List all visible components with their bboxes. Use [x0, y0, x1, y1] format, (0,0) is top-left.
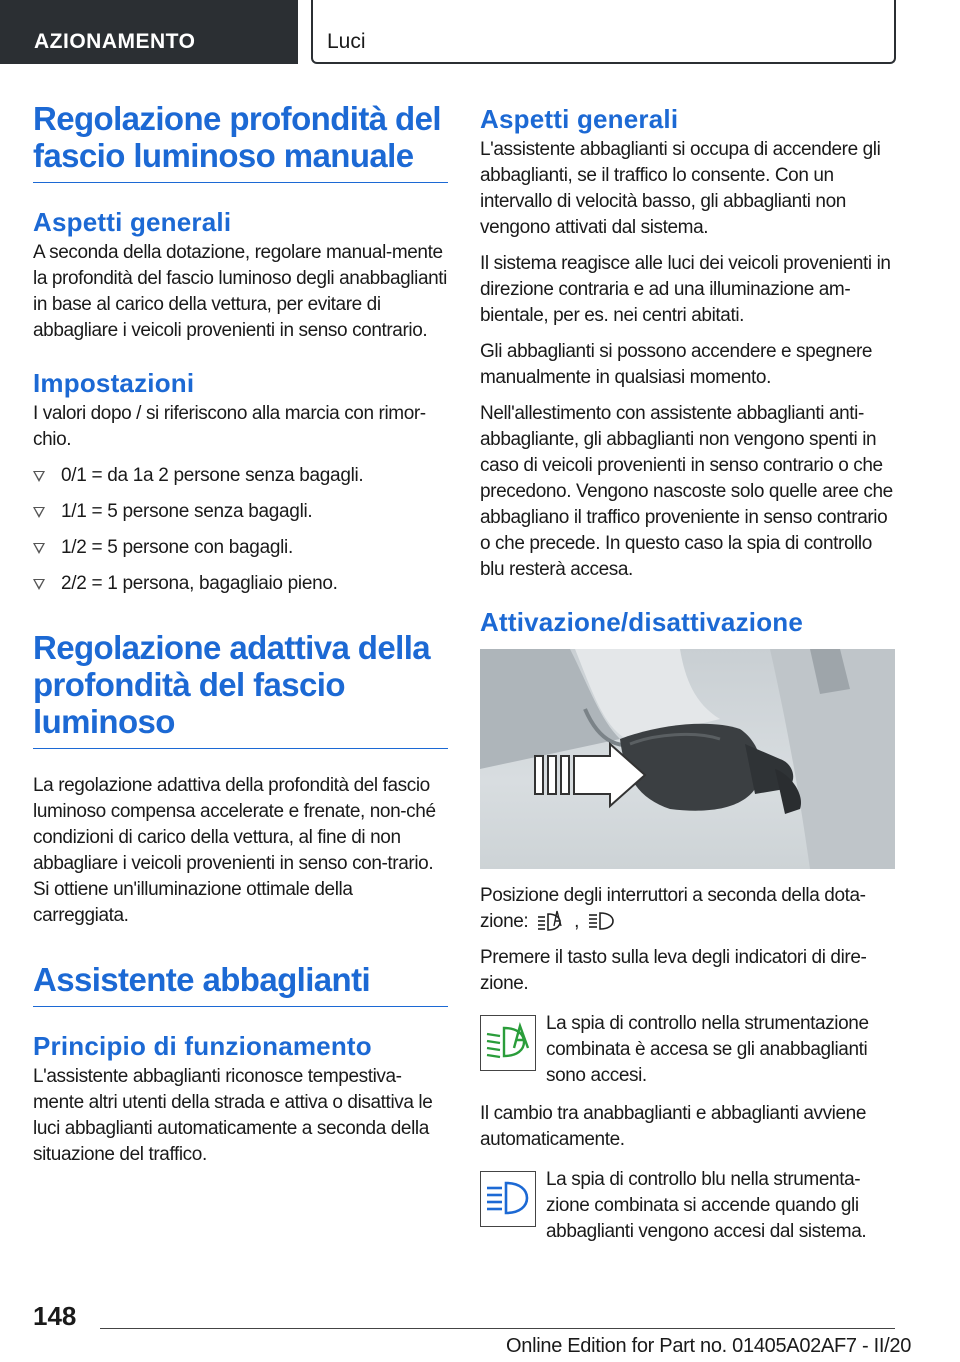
subheading-attivazione: Attivazione/disattivazione — [480, 607, 804, 637]
settings-list — [33, 463, 448, 597]
chapter-tab — [311, 0, 896, 64]
paragraph-premere: Premere il tasto sulla leva degli indicatori di dire-zione. — [480, 947, 867, 994]
list-item: 0/1 = da 1a 2 persone senza bagagli. — [33, 463, 448, 489]
paragraph-adattiva: La regolazione adattiva della profondità del fascio luminoso compensa accelerate e frenate, non-ché condizioni di carico della vettura, al fine di non abbagliare i veicoli provenienti in senso con-trario. Si ottiene un'illuminazione ottimale della carreggiata. — [33, 775, 436, 926]
list-item: 1/1 = 5 persone senza bagagli. — [33, 499, 448, 525]
bullet-triangle-icon — [33, 471, 45, 482]
bullet-triangle-icon — [33, 579, 45, 590]
left-column — [33, 100, 448, 1178]
bullet-triangle-icon — [33, 543, 45, 554]
section-title: AZIONAMENTO — [34, 30, 196, 53]
paragraph-aspetti: A seconda della dotazione, regolare manual-mente la profondità del fascio luminoso degli anabbaglianti in base al carico della vettura, per evitare di abbagliare i veicoli provenienti in senso contrario. — [33, 242, 447, 341]
paragraph-posizione: Posizione degli interruttori a seconda della dota-zione: , — [480, 885, 866, 932]
high-beam-icon — [588, 910, 616, 932]
paragraph-right-2: Il sistema reagisce alle luci dei veicoli provenienti in direzione contraria e ad una illuminazione am-bientale, per es. nei centri abitati. — [480, 253, 891, 326]
turn-signal-lever-photo — [480, 649, 895, 869]
lever-illustration — [480, 649, 895, 869]
paragraph-impostazioni: I valori dopo / si riferiscono alla marcia con rimor-chio. — [33, 403, 426, 450]
heading-high-beam-assistant: Assistente abbaglianti — [33, 961, 448, 1007]
subheading-principio: Principio di funzionamento — [33, 1031, 372, 1061]
bullet-triangle-icon — [33, 507, 45, 518]
paragraph-right-4: Nell'allestimento con assistente abbaglianti anti-abbagliante, gli abbaglianti non vengono spenti in caso di veicoli provenienti in senso contrario o che precedono. Vengono nascoste solo quelle aree che abbagliano il traffico proveniente in senso contrario o che precede. In questo caso la spia di controllo blu resterà accesa. — [480, 403, 893, 580]
low-beam-indicator-icon — [480, 1015, 536, 1071]
heading-manual-beam: Regolazione profondità del fascio luminoso manuale — [33, 100, 448, 183]
paragraph-principio: L'assistente abbaglianti riconosce tempestiva-mente altri utenti della strada e attiva o disattiva le luci abbaglianti automaticamente a seconda della situazione del traffico. — [33, 1066, 433, 1165]
right-column — [480, 104, 895, 1257]
high-beam-assistant-icon — [537, 910, 565, 932]
footer-edition: Online Edition for Part no. 01405A02AF7 - II/20 — [506, 1335, 912, 1357]
high-beam-indicator-icon — [480, 1171, 536, 1227]
low-beam-indicator-row — [480, 1011, 895, 1089]
subheading-impostazioni: Impostazioni — [33, 368, 195, 398]
list-item: 1/2 = 5 persone con bagagli. — [33, 535, 448, 561]
high-beam-indicator-row — [480, 1167, 895, 1245]
paragraph-right-3: Gli abbaglianti si possono accendere e spegnere manualmente in qualsiasi momento. — [480, 341, 873, 388]
section-tab — [0, 0, 298, 64]
subheading-aspetti-generali: Aspetti generali — [33, 207, 232, 237]
chapter-title: Luci — [327, 30, 366, 53]
subheading-aspetti-generali-right: Aspetti generali — [480, 104, 679, 134]
page-number: 148 — [33, 1301, 77, 1331]
footer-divider — [100, 1328, 895, 1329]
low-beam-indicator-text: La spia di controllo nella strumentazione combinata è accesa se gli anabbaglianti sono accesi. — [546, 1013, 869, 1086]
list-item: 2/2 = 1 persona, bagagliaio pieno. — [33, 571, 448, 597]
paragraph-cambio: Il cambio tra anabbaglianti e abbaglianti avviene automaticamente. — [480, 1103, 867, 1150]
high-beam-indicator-text: La spia di controllo blu nella strumenta-zione combinata si accende quando gli abbaglianti vengono accesi dal sistema. — [546, 1169, 867, 1242]
heading-adaptive-beam: Regolazione adattiva della profondità del fascio luminoso — [33, 629, 448, 749]
paragraph-right-1: L'assistente abbaglianti si occupa di accendere gli abbaglianti, se il traffico lo consente. Con un intervallo di velocità basso, gli abbaglianti non vengono attivati dal sistema. — [480, 139, 881, 238]
